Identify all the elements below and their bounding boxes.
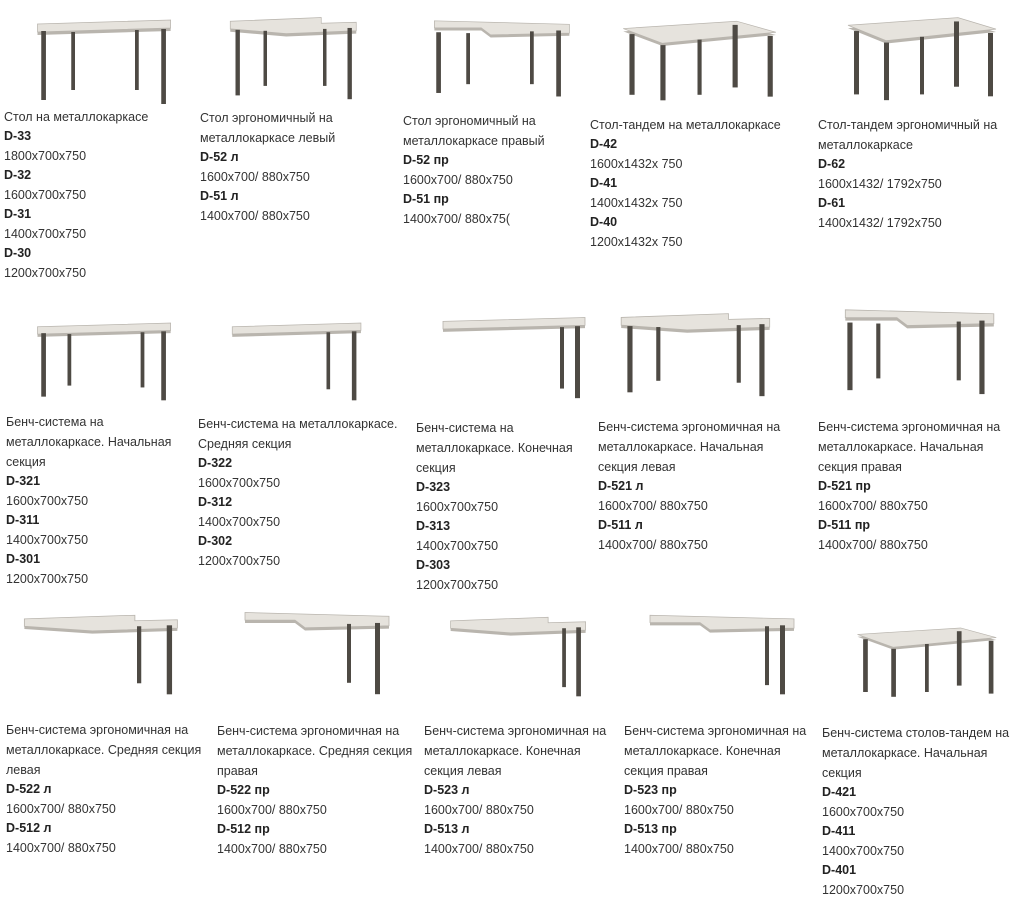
product-code: D-51 пр [403,192,449,206]
product-size: 1400x700x750 [198,515,281,529]
product-image[interactable] [235,603,395,698]
product-size: 1400x700/ 880x750 [200,209,310,223]
product-code: D-32 [4,168,32,182]
product-description [4,107,164,283]
product-image[interactable] [435,306,595,402]
product-code: D-33 [4,129,32,143]
product-description [200,108,360,226]
product-description [624,721,819,859]
product-size: 1400x700x750 [416,539,499,553]
product-image[interactable] [640,606,800,698]
product-code: D-52 пр [403,153,449,167]
tandem-desk-icon [615,12,780,104]
product-code: D-523 л [424,783,470,797]
product-size: 1400x700/ 880x750 [424,842,534,856]
rectangular-desk-icon [30,8,180,108]
product-image[interactable] [445,608,595,700]
product-title: Бенч-система эргономичная на металлокаркасе. Конечная секция правая [624,724,807,778]
product-code: D-301 [6,552,41,566]
product-image[interactable] [225,312,370,404]
product-code: D-40 [590,215,618,229]
product-size: 1600x700x750 [198,476,281,490]
product-size: 1200x700x750 [198,554,281,568]
product-code: D-51 л [200,189,239,203]
product-description [598,417,798,555]
product-code: D-511 л [598,518,643,532]
product-size: 1400x700x750 [822,844,905,858]
product-image[interactable] [615,12,780,104]
product-size: 1600x700/ 880x750 [818,499,928,513]
product-code: D-30 [4,246,32,260]
product-size: 1200x1432x 750 [590,235,683,249]
product-code: D-61 [818,196,846,210]
product-title: Стол эргономичный на металлокаркасе правый [403,114,545,148]
product-description [424,721,619,859]
product-size: 1400x1432/ 1792x750 [818,216,942,230]
product-description [6,720,206,858]
product-title: Стол-тандем эргономичный на металлокаркасе [818,118,998,152]
product-code: D-521 пр [818,479,871,493]
product-size: 1200x700x750 [416,578,499,592]
ergonomic-bench-end-right-icon [640,606,800,698]
product-code: D-52 л [200,150,239,164]
product-title: Стол на металлокаркасе [4,110,149,124]
product-image[interactable] [840,8,1000,104]
product-description [6,412,176,589]
product-description [198,414,403,571]
product-title: Бенч-система эргономичная на металлокаркасе. Начальная секция левая [598,420,781,474]
product-size: 1600x700x750 [6,494,89,508]
product-size: 1400x700/ 880x750 [598,538,708,552]
product-description [822,723,1015,900]
product-code: D-312 [198,495,233,509]
product-code: D-41 [590,176,618,190]
product-code: D-511 пр [818,518,871,532]
product-image[interactable] [850,620,1000,700]
product-description [818,417,1013,555]
product-image[interactable] [18,606,188,698]
product-size: 1600x700x750 [822,805,905,819]
product-size: 1600x700/ 880x750 [403,173,513,187]
product-code: D-311 [6,513,40,527]
product-description [403,111,568,229]
product-code: D-522 л [6,782,52,796]
product-description [217,721,422,859]
product-title: Бенч-система эргономичная на металлокаркасе. Средняя секция левая [6,723,202,777]
product-code: D-31 [4,207,32,221]
product-title: Бенч-система столов-тандем на металлокаркасе. Начальная секция [822,726,1010,780]
ergonomic-tandem-desk-icon [840,8,1000,104]
product-size: 1600x700x750 [416,500,499,514]
product-title: Стол эргономичный на металлокаркасе левый [200,111,336,145]
product-code: D-313 [416,519,451,533]
product-size: 1200x700x750 [822,883,905,897]
product-size: 1400x700/ 880x75( [403,212,511,226]
product-code: D-522 пр [217,783,270,797]
product-size: 1600x1432/ 1792x750 [818,177,942,191]
product-code: D-302 [198,534,233,548]
ergonomic-bench-middle-left-icon [18,606,188,698]
product-code: D-521 л [598,479,644,493]
product-size: 1200x700x750 [6,572,89,586]
product-size: 1600x1432x 750 [590,157,683,171]
ergonomic-desk-left-icon [225,8,365,103]
bench-middle-icon [225,312,370,404]
product-description [818,115,1008,233]
product-description [416,418,586,595]
product-title: Стол-тандем на металлокаркасе [590,118,781,132]
product-size: 1600x700/ 880x750 [424,803,534,817]
product-code: D-42 [590,137,618,151]
product-code: D-322 [198,456,233,470]
product-code: D-303 [416,558,451,572]
product-size: 1400x700/ 880x750 [624,842,734,856]
product-image[interactable] [425,12,575,100]
product-size: 1400x700/ 880x750 [6,841,116,855]
product-image[interactable] [835,300,1000,398]
product-code: D-523 пр [624,783,677,797]
product-code: D-513 пр [624,822,677,836]
product-code: D-411 [822,824,856,838]
bench-end-icon [435,306,595,402]
product-code: D-513 л [424,822,470,836]
product-size: 1400x700x750 [4,227,87,241]
product-size: 1600x700/ 880x750 [624,803,734,817]
ergonomic-desk-right-icon [425,12,575,100]
ergonomic-bench-middle-right-icon [235,603,395,698]
product-code: D-421 [822,785,857,799]
product-size: 1400x700/ 880x750 [818,538,928,552]
product-title: Бенч-система эргономичная на металлокаркасе. Средняя секция правая [217,724,413,778]
product-size: 1600x700/ 880x750 [217,803,327,817]
product-size: 1600x700/ 880x750 [200,170,310,184]
product-code: D-401 [822,863,857,877]
product-code: D-512 л [6,821,52,835]
bench-start-icon [30,312,180,404]
product-size: 1400x700/ 880x750 [217,842,327,856]
product-size: 1800x700x750 [4,149,87,163]
product-title: Бенч-система на металлокаркасе. Средняя секция [198,417,398,451]
product-size: 1600x700/ 880x750 [6,802,116,816]
product-description [590,115,790,252]
product-size: 1600x700/ 880x750 [598,499,708,513]
tandem-bench-start-icon [850,620,1000,700]
product-title: Бенч-система на металлокаркасе. Конечная секция [416,421,573,475]
product-title: Бенч-система эргономичная на металлокаркасе. Конечная секция левая [424,724,607,778]
product-code: D-62 [818,157,846,171]
product-title: Бенч-система на металлокаркасе. Начальная секция [6,415,172,469]
product-image[interactable] [225,8,365,103]
ergonomic-bench-start-left-icon [615,304,780,400]
ergonomic-bench-end-left-icon [445,608,595,700]
product-size: 1200x700x750 [4,266,87,280]
product-title: Бенч-система эргономичная на металлокаркасе. Начальная секция правая [818,420,1001,474]
product-size: 1400x700x750 [6,533,89,547]
product-size: 1600x700x750 [4,188,87,202]
product-code: D-512 пр [217,822,270,836]
product-size: 1400x1432x 750 [590,196,683,210]
product-image[interactable] [615,304,780,400]
product-code: D-323 [416,480,451,494]
product-code: D-321 [6,474,41,488]
product-image[interactable] [30,312,180,404]
product-image[interactable] [30,8,180,108]
ergonomic-bench-start-right-icon [835,300,1000,398]
